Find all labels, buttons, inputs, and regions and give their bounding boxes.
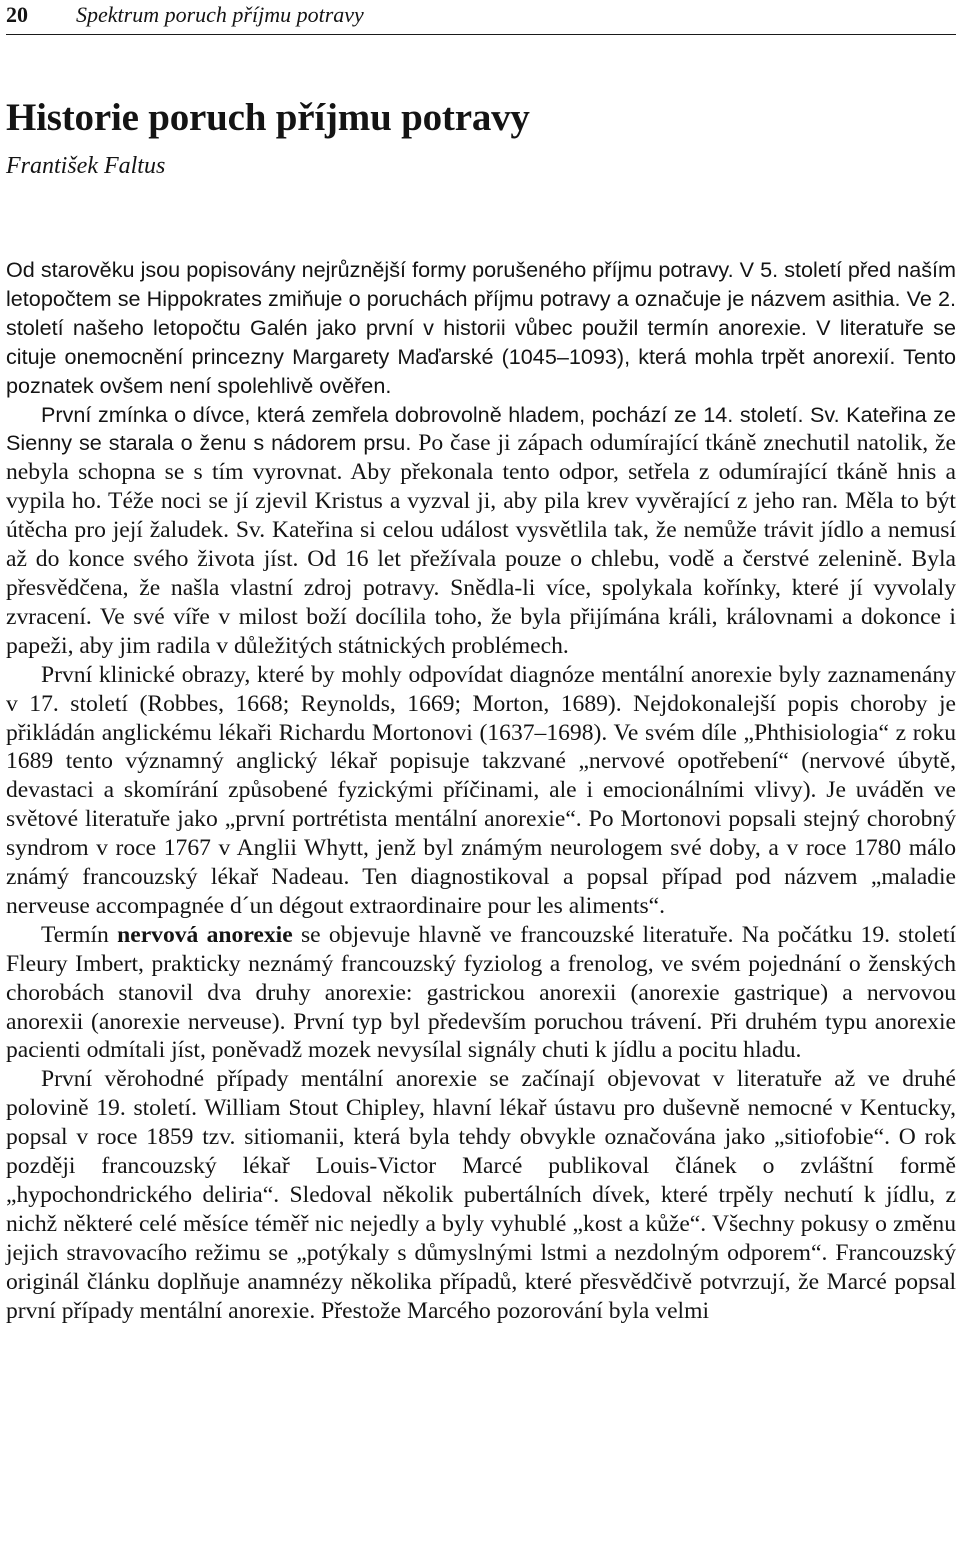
- paragraph-nervous-anorexia: [6, 921, 956, 1066]
- running-title: Spektrum poruch příjmu potravy: [76, 2, 364, 27]
- article-title: Historie poruch příjmu potravy: [6, 96, 530, 139]
- paragraph-first-cases-text: První věrohodné případy mentální anorexie se začínají objevovat v literatuře až ve druhé polovině 19. století. William Stout Chipley, hlavní lékař ústavu pro duševně nemocné v Kentucky, popsal v roce 1859 tzv. sitiomanii, která byla tehdy obvykle označována jako „sitiofobie“. O rok později francouzský lékař Louis-Victor Marcé publikoval článek o zvláštní formě „hypochondrického deliria“. Sledoval několik pubertálních dívek, které trpěly nechutí k jídlu, z nichž některé celé měsíce téměř nic nejedly a byly vyhublé „kost a kůže“. Všechny pokusy o změnu jejich stravovacího režimu se „potýkaly s důmyslnými lstmi a nezdolným odporem“. Francouzský originál článku doplňuje anamnézy několika případů, které přesvědčivě potvrzují, že Marcé popsal první případy mentální anorexie. Přestože Marcého pozorování byla velmi: [6, 1066, 956, 1324]
- paragraph-first-cases: [6, 1065, 956, 1325]
- paragraph-intro: [6, 256, 956, 401]
- paragraph-catherine: [6, 401, 956, 661]
- paragraph-catherine-lead: První zmínka o dívce, která zemřela dobrovolně hladem, pochází ze 14. století. Sv. Kateřina ze Sienny se starala o ženu s nádorem prsu.: [6, 401, 956, 456]
- running-header: [6, 0, 956, 35]
- paragraph-morton-text: První klinické obrazy, které by mohly odpovídat diagnóze mentální anorexie byly zaznamenány v 17. století (Robbes, 1668; Reynolds, 1669; Morton, 1689). Nejdokonalejší popis choroby je přikládán anglickému lékaři Richardu Mortonovi (1637–1698). Ve svém díle „Phthisiologia“ z roku 1689 tento významný anglický lékař popisuje takzvané „nervové opotřebení“ (nervové úbytě, devastaci a skomírání způsobené fyzickými příčinami, ale i emocionálními vlivy). Je uváděn ve světové literatuře jako „první portrétista mentální anorexie“. Po Mortonovi popsali stejný chorobný syndrom v roce 1767 v Anglii Whytt, jenž byl známým neurologem své doby, a v roce 1780 málo známý francouzský lékař Nadeau. Ten diagnostikoval a popsal případ pod názvem „maladie nerveuse accompagnée d´un dégout extraordinaire pour les aliments“.: [6, 661, 956, 919]
- article-author: František Faltus: [6, 153, 166, 179]
- paragraph-catherine-text: Po čase ji zápach odumírající tkáně znechutil natolik, že nebyla schopna se s tím vyrovnat. Aby překonala tento odpor, setřela z odumírající tkáně hnis a vypila ho. Téže noci se jí zjevil Kristus a vyzval ji, aby pila krev vyvěrající z jeho ran. Měla to být útěcha pro její žaludek. Sv. Kateřina si celou událost vysvětlila tak, že nemůže trávit jídlo a nemusí až do konce svého života jíst. Od 16 let přežívala pouze o chlebu, vodě a čerstvé zelenině. Byla přesvědčena, že našla vlastní zdroj potravy. Snědla-li více, spolykala kořínky, které jí vyvolaly zvracení. Ve své víře v milost boží docílila toho, že byla přijímána králi, královnami a dokonce i papeži, aby jim radila v důležitých státnických problémech.: [6, 430, 956, 659]
- paragraph-term-lead: Termín: [41, 921, 118, 948]
- paragraph-term-text: se objevuje hlavně ve francouzské literatuře. Na počátku 19. století Fleury Imbert, prakticky neznámý francouzský fyziolog a frenolog, ve svém pojednání o ženských chorobách stanovil dva druhy anorexie: gastrickou anorexii (anorexie gastrique) a nervovou anorexii (anorexie nerveuse). První typ byl především poruchou trávení. Při druhém typu anorexie pacienti odmítali jíst, poněvadž mozek nevysílal signály chuti k jídlu a pocitu hladu.: [6, 921, 956, 1064]
- page-number: 20: [6, 2, 28, 27]
- paragraph-morton: [6, 661, 956, 921]
- article-body: [6, 256, 956, 1326]
- term-nervova-anorexie: nervová anorexie: [117, 921, 293, 948]
- paragraph-intro-text: Od starověku jsou popisovány nejrůznější formy porušeného příjmu potravy. V 5. století před naším letopočtem se Hippokrates zmiňuje o poruchách příjmu potravy a označuje je názvem asithia. Ve 2. století našeho letopočtu Galén jako první v historii vůbec použil termín anorexie. V literatuře se cituje onemocnění princezny Margarety Maďarské (1045–1093), která mohla trpět anorexií. Tento poznatek ovšem není spolehlivě ověřen.: [6, 257, 956, 398]
